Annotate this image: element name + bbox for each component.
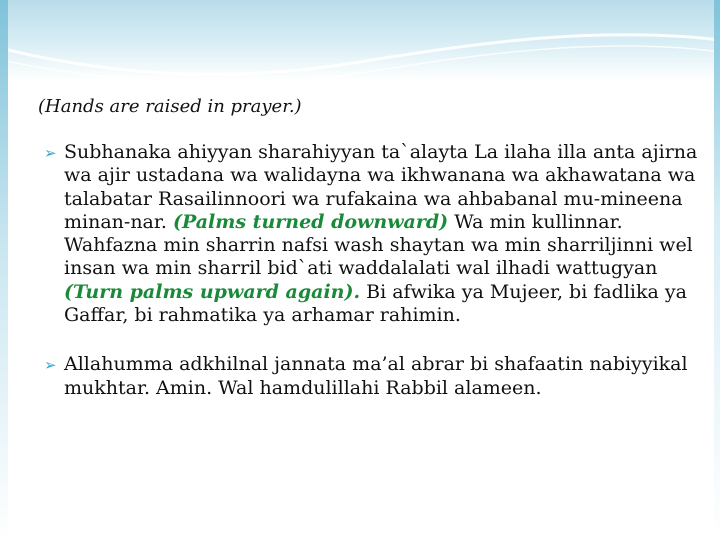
- bullet-paragraph: [30, 141, 710, 327]
- instruction-text: (Palms turned downward): [172, 210, 449, 233]
- text-segment: Wa min kullinnar. Wahfazna min sharrin nafsi wash shaytan wa min sharriljinni wel insan wa min sharril bid`ati waddalalati wal ilhadi wattugyan: [64, 210, 693, 280]
- left-decorative-bar: [0, 0, 8, 540]
- text-segment: Allahumma adkhilnal jannata ma’al abrar bi shafaatin nabiyyikal mukhtar. Amin. Wal hamdulillahi Rabbil alameen.: [64, 353, 688, 399]
- arrow-bullet-icon: ➢: [44, 356, 57, 375]
- slide-content: [30, 96, 710, 426]
- prayer-note: (Hands are raised in prayer.): [38, 96, 302, 117]
- bullet-paragraph: [30, 353, 710, 400]
- right-decorative-bar: [714, 0, 720, 540]
- text-segment: Bi afwika ya Mujeer, bi fadlika ya Gaffar, bi rahmatika ya arhamar rahimin.: [64, 280, 687, 327]
- arrow-bullet-icon: ➢: [44, 144, 57, 162]
- instruction-text: (Turn palms upward again).: [64, 280, 361, 303]
- text-segment: Subhanaka ahiyyan sharahiyyan ta`alayta La ilaha illa anta ajirna wa ajir ustadana wa walidayna wa ikhwanana wa akhawatana wa talabatar Rasailinnoori wa rufakaina wa ahbabanal mu-mineena minan-nar.: [64, 141, 698, 233]
- wave-decoration: [0, 0, 720, 90]
